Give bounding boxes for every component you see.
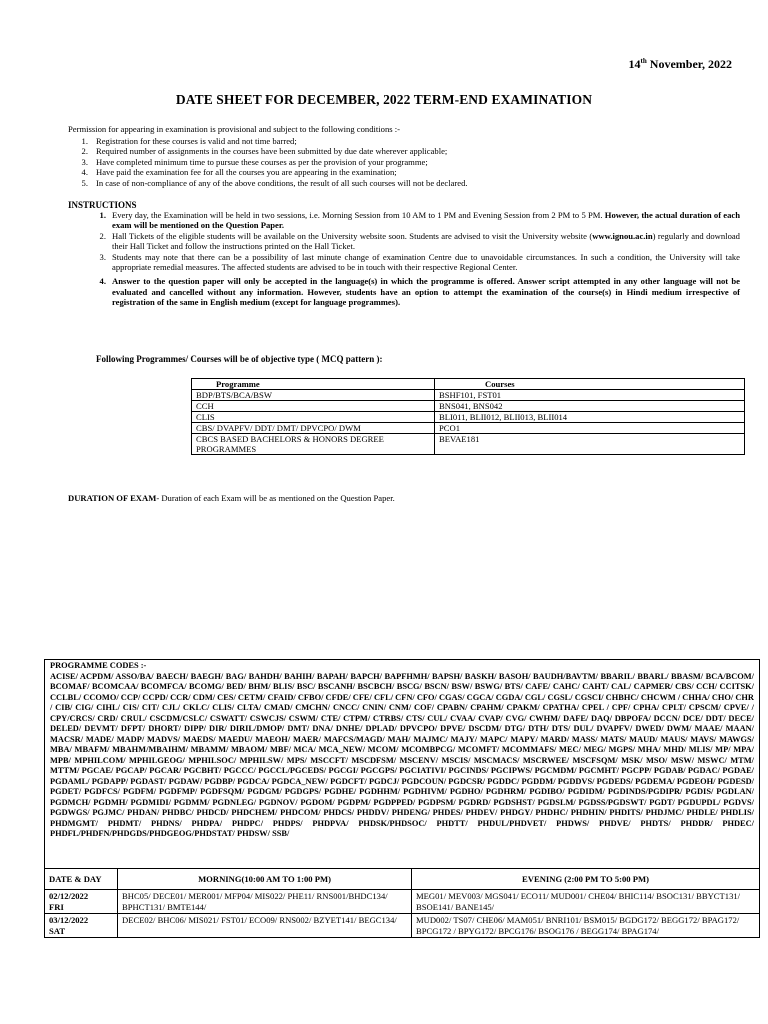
schedule-evening-courses: MUD002/ TS07/ CHE06/ MAM051/ BNRI101/ BSM015/ BGDG172/ BEGG172/ BPAG172/ BPCG172 / BPYG172/ BPCG176/ BSOG176 / BEGG174/ BPAG174/ — [412, 914, 760, 938]
mcq-table — [191, 378, 745, 455]
schedule-morning-courses: DECE02/ BHC06/ MIS021/ FST01/ ECO09/ RNS002/ BZYET141/ BEGC134/ — [118, 914, 412, 938]
schedule-header-row — [45, 869, 760, 890]
instruction-number: 2. — [99, 230, 106, 241]
mcq-programme: CLIS — [192, 412, 435, 423]
schedule-date: 03/12/2022 — [49, 915, 89, 925]
condition-text: Have paid the examination fee for all the courses you are appearing in the examination; — [96, 167, 397, 178]
programme-codes-label: PROGRAMME CODES :- — [50, 661, 147, 670]
schedule-row — [45, 890, 760, 914]
mcq-col-programme: Programme — [192, 379, 435, 390]
mcq-row — [192, 401, 745, 412]
document-date — [629, 57, 732, 72]
schedule-day: FRI — [49, 901, 64, 912]
condition-number: 3. — [81, 156, 88, 167]
website-link[interactable]: www.ignou.ac.in — [592, 230, 653, 241]
exam-schedule-table — [44, 868, 760, 938]
mcq-courses: BNS041, BNS042 — [435, 401, 745, 412]
date-day: 14 — [628, 57, 641, 71]
instruction-text-continued: ) regularly and download their Hall Ticket and follow the instructions printed on the Hall Ticket. — [112, 230, 740, 252]
mcq-courses: BLI011, BLII012, BLII013, BLII014 — [435, 412, 745, 423]
schedule-col-morning: MORNING(10:00 AM TO 1:00 PM) — [118, 869, 412, 890]
schedule-day: SAT — [49, 925, 66, 936]
condition-number: 4. — [81, 167, 88, 178]
mcq-programme: CCH — [192, 401, 435, 412]
instruction-number: 3. — [99, 251, 106, 262]
condition-item — [68, 136, 748, 146]
mcq-row — [192, 412, 745, 423]
duration-label: DURATION OF EXAM — [68, 493, 157, 503]
instruction-text: Every day, the Examination will be held in two sessions, i.e. Morning Session from 10 AM to 1 PM and Evening Session from 2 PM to 5 PM. — [112, 210, 603, 220]
schedule-col-evening: EVENING (2:00 PM TO 5:00 PM) — [412, 869, 760, 890]
condition-item — [68, 178, 748, 188]
condition-number: 1. — [81, 136, 88, 146]
programme-codes-list: ACISE/ ACPDM/ ASSO/BA/ BAECH/ BAEGH/ BAG/ BAHDH/ BAHIH/ BAPAH/ BAPCH/ BAPFHMH/ BAPSH/ BASKH/ BASOH/ BAUDH/BAVTM/ BBARIL/ BBARL/ BBASM/ BCA/BCOM/ BCOMAF/ BCOMCAA/ BCOMFCA/ BCOMG/ BED/ BHM/ BLIS/ BSC/ BSCANH/ BSCBCH/ BSCG/ BSCN/ BSW/ BSWG/ BTS/ CAFE/ CAHC/ CAHT/ CAL/ CAPMER/ CBS/ CCH/ CCITSK/ CCLBL/ CCOMO/ CCP/ CCPD/ CCR/ CDM/ CES/ CETM/ CFAID/ CFBO/ CFDE/ CFE/ CFL/ CFN/ CFO/ CGAS/ CGCA/ CGDA/ CGL/ CGSL/ CGSCI/ CHBHC/ CHCWM / CHHA/ CHO/ CHR / CIB/ CIG/ CIHL/ CIS/ CIT/ CJL/ CKLC/ CLIS/ CLTA/ CMAD/ CMCHN/ CNCC/ CNIN/ CNM/ COF/ CPABN/ CPAHM/ CPAKM/ CPATHA/ CPEL / CPF/ CPHA/ CPLT/ CPSCM/ CPVE/ / CPY/CRCS/ CRD/ CRUL/ CSCDM/CSLC/ CSWATT/ CSWCJS/ CSWM/ CTE/ CTPM/ CTRBS/ CTS/ CUL/ CVAA/ CVAP/ CVG/ CWHM/ DAFE/ DAQ/ DBPOFA/ DCCN/ DCE/ DDT/ DECE/ DELED/ DEVMT/ DFPT/ DHORT/ DIPP/ DIR/ DIRIL/DMOP/ DMT/ DNA/ DNHE/ DPLAD/ DPVCPO/ DPVE/ DSCDM/ DTG/ DTH/ DTS/ DUL/ DVAPFV/ DWED/ DWM/ MAAE/ MAAN/ MACSR/ MADE/ MADP/ MADVS/ MAEDS/ MAEDU/ MAEOH/ MAER/ MAFCS/MAGD/ MAH/ MAJMC/ MAJY/ MAPC/ MAPY/ MARD/ MASS/ MATS/ MAUD/ MAUS/ MAVS/ MAWGS/ MBA/ MBAFM/ MBAHM/MBAIHM/ MBAMM/ MBAOM/ MBF/ MCA/ MCA_NEW/ MCOM/ MCOMBPCG/ MCOMFT/ MCOMMAFS/ MEC/ MEG/ MGPS/ MHA/ MHD/ MLIS/ MP/ MPA/ MPB/ MPHILCOM/ MPHILGEOG/ MPHILSOC/ MPHILSW/ MPS/ MSCCFT/ MSCDFSM/ MSCENV/ MSCIS/ MSCMACS/ MSCRWEE/ MSCFSQM/ MSK/ MSO/ MSW/ MSWC/ MTM/ MTTM/ PGCAE/ PGCAP/ PGCAR/ PGCBHT/ PGCCC/ PGCCL/PGCEDS/ PGCGI/ PGCGPS/ PGCIATIVI/ PGCINDS/ PGCIPWS/ PGCMDM/ PGCMHT/ PGCPP/ PGDAB/ PGDAC/ PGDAE/ PGDAML/ PGDAPP/ PGDAST/ PGDAW/ PGDBP/ PGDCA/ PGDCA_NEW/ PGDCFT/ PGDCJ/ PGDCOUN/ PGDCSR/ PGDDC/ PGDDM/ PGDDVS/ PGDEDS/ PGDEMA/ PGDEOH/ PGDESD/ PGDET/ PGDFCS/ PGDFM/ PGDFMP/ PGDFSQM/ PGDGM/ PGDGPS/ PGDHE/ PGDHHM/ PGDHIVM/ PGDHO/ PGDHRM/ PGDIBO/ PGDIDM/ PGDINDS/PGDIPR/ PGDIS/ PGDLAN/ PGDMCH/ PGDMH/ PGDMIDI/ PGDMM/ PGDNLEG/ PGDNOV/ PGDOM/ PGDPM/ PGDPPED/ PGDPSM/ PGDRD/ PGDSHST/ PGDSLM/ PGDSS/PGDSWT/ PGDT/ PGDUPDL/ PGDVS/ PGDWGS/ PGJMC/ PHDAN/ PHDBC/ PHDCD/ PHDCHEM/ PHDCOM/ PHDCS/ PHDDV/ PHDENG/ PHDES/ PHDEV/ PHDGY/ PHDHC/ PHDHIN/ PHDITS/ PHDJMC/ PHDLE/ PHDLIS/ PHDMGMT/ PHDMT/ PHDNS/ PHDPA/ PHDPC/ PHDPS/ PHDPVA/ PHDSK/PHDSOC/ PHDTT/ PHDUL/PHDVET/ PHDWS/ PHDVE/ PHDTS/ PHDDR/ PHDEC/ PHDFL/PHDFN/PHDGDS/PHDGEOG/PHDSTAT/ PHDSW/ SSB/ — [50, 671, 754, 838]
schedule-date: 02/12/2022 — [49, 891, 89, 901]
conditions-list — [68, 136, 748, 188]
date-month-year: November, 2022 — [646, 57, 732, 71]
mcq-col-courses: Courses — [435, 379, 745, 390]
mcq-courses: BSHF101, FST01 — [435, 390, 745, 401]
instructions-list — [68, 210, 740, 308]
mcq-row — [192, 434, 745, 455]
instruction-bold-text: Answer to the question paper will only be accepted in the language(s) in which the programme is offered. Answer script attempted in any other language will not be evaluated and cancelled without any information. However, students have an option to attempt the examination of the course(s) in Hindi medium irrespective of registration of the same in English medium (except for language programmes). — [112, 276, 740, 308]
mcq-header-row — [192, 379, 745, 390]
schedule-evening-courses: MEG01/ MEV003/ MGS041/ ECO11/ MUD001/ CHE04/ BHIC114/ BSOC131/ BBYCT131/ BSOE141/ BANE145/ — [412, 890, 760, 914]
condition-number: 5. — [81, 177, 88, 188]
mcq-courses: PCO1 — [435, 423, 745, 434]
duration-note — [68, 493, 395, 503]
instruction-item — [68, 276, 740, 307]
condition-text: Registration for these courses is valid and not time barred; — [96, 136, 297, 146]
mcq-programme: CBCS BASED BACHELORS & HONORS DEGREE PROGRAMMES — [192, 434, 435, 455]
page-title: DATE SHEET FOR DECEMBER, 2022 TERM-END EXAMINATION — [175, 92, 593, 107]
mcq-heading: Following Programmes/ Courses will be of objective type ( MCQ pattern ): — [96, 354, 383, 364]
date-suffix: th — [640, 57, 647, 65]
instruction-bold-text: However, the actual duration of each exam will be mentioned on the Question Paper. — [112, 210, 740, 231]
instruction-number: 4. — [99, 276, 106, 287]
schedule-date-cell — [45, 890, 118, 914]
schedule-col-date: DATE & DAY — [45, 869, 118, 890]
condition-item — [68, 146, 748, 156]
schedule-date-cell — [45, 914, 118, 938]
instructions-heading: INSTRUCTIONS — [68, 200, 137, 210]
instruction-item — [68, 210, 740, 231]
condition-text: In case of non-compliance of any of the above conditions, the result of all such courses will not be declared. — [96, 177, 468, 188]
instruction-item — [68, 231, 740, 252]
schedule-row — [45, 914, 760, 938]
schedule-morning-courses: BHC05/ DECE01/ MER001/ MFP04/ MIS022/ PHE11/ RNS001/BHDC134/ BPHCT131/ BMTE144/ — [118, 890, 412, 914]
mcq-courses: BEVAE181 — [435, 434, 745, 455]
condition-item — [68, 167, 748, 177]
condition-text: Required number of assignments in the courses have been submitted by due date wherever applicable; — [96, 146, 448, 157]
instruction-number: 1. — [99, 210, 106, 220]
duration-text: - Duration of each Exam will be as mentioned on the Question Paper. — [156, 493, 395, 503]
condition-text: Have completed minimum time to pursue these courses as per the provision of your programme; — [96, 156, 428, 167]
mcq-programme: CBS/ DVAPFV/ DDT/ DMT/ DPVCPO/ DWM — [192, 423, 435, 434]
condition-item — [68, 157, 748, 167]
mcq-row — [192, 423, 745, 434]
mcq-row — [192, 390, 745, 401]
condition-number: 2. — [81, 146, 88, 157]
instruction-text: Hall Tickets of the eligible students will be available on the University website soon. Students are advised to visit the University website ( — [112, 230, 593, 241]
instruction-item — [68, 252, 740, 273]
instruction-text: Students may note that there can be a possibility of last minute change of examination Centre due to unavoidable circumstances. In such a condition, the University will take appropriate remedial measures. The affected students are advised to be in touch with their respective Regional Center. — [112, 251, 740, 273]
programme-codes-box — [44, 659, 760, 869]
mcq-programme: BDP/BTS/BCA/BSW — [192, 390, 435, 401]
intro-text: Permission for appearing in examination is provisional and subject to the following conditions :- — [68, 124, 400, 134]
